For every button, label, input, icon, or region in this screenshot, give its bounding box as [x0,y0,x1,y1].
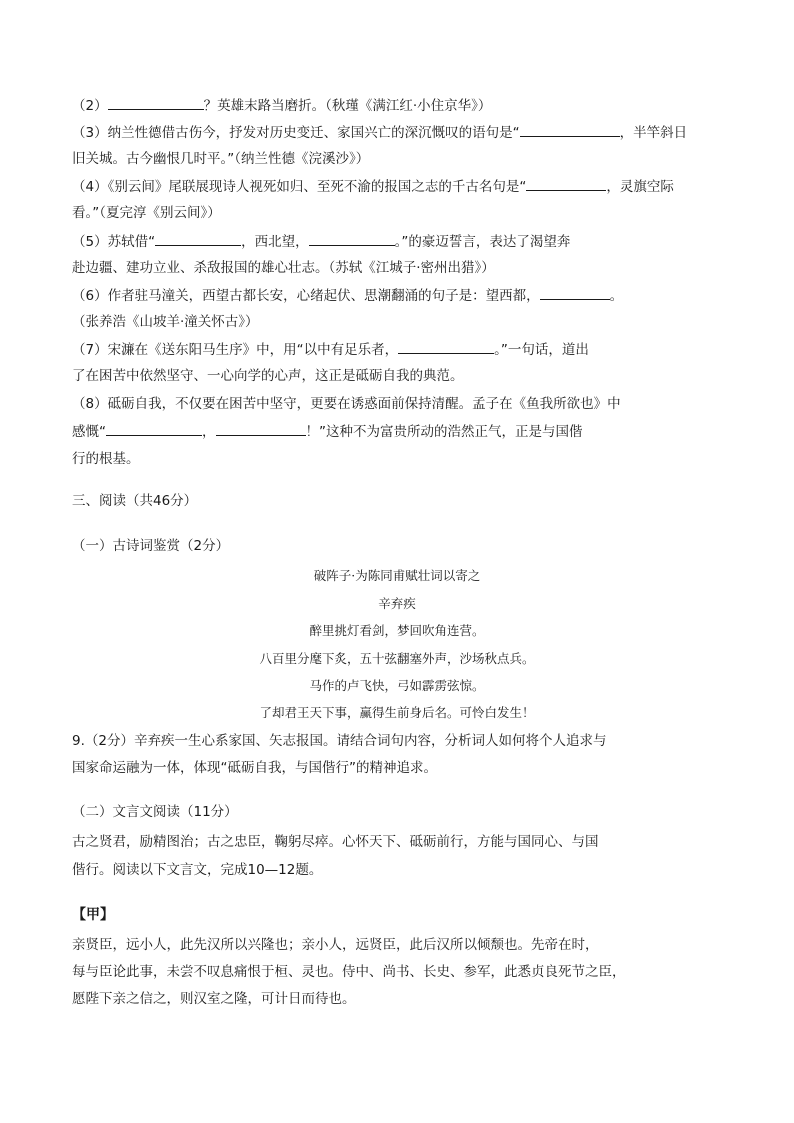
answer-blank[interactable] [155,231,241,246]
question-8-line-3: 行的根基。 [72,451,140,467]
question-6-line-1: （6）作者驻马潼关，西望古都长安，心绪起伏、思潮翻涌的句子是：望西都， 。 [72,285,623,306]
passage-jia-label: 【甲】 [72,907,114,923]
poem-author: 辛弃疾 [378,596,416,611]
answer-blank[interactable] [540,285,610,300]
question-3-line-2: 旧关城。古今幽恨几时平。”（纳兰性德《浣溪沙》） [72,151,370,167]
poem-line: 了却君王天下事，赢得生前身后名。可怜白发生！ [259,705,535,720]
poem-line: 马作的卢飞快，弓如霹雳弦惊。 [309,678,485,693]
answer-blank[interactable] [526,176,606,191]
question-3-line-1: （3）纳兰性德借古伤今，抒发对历史变迁、家国兴亡的深沉慨叹的语句是“ ，半竿斜日 [72,122,687,143]
passage-jia-line-2: 每与臣论此事，未尝不叹息痛恨于桓、灵也。侍中、尚书、长史、参军，此悉贞良死节之臣， [72,964,626,980]
question-2-text: ？英雄末路当磨折。（秋瑾《满江红·小住京华》） [203,98,492,114]
question-8-line-2: 感慨“ ， ！”这种不为富贵所动的浩然正气，正是与国偕 [72,421,583,442]
question-5-line-2: 赴边疆、建功立业、杀敌报国的雄心壮志。（苏轼《江城子·密州出猎》） [72,260,495,276]
question-9-line-1: 9.（2分）辛弃疾一生心系家国、矢志报国。请结合词句内容，分析词人如何将个人追求与 [72,733,607,749]
answer-blank[interactable] [398,339,494,354]
question-7-line-2: 了在困苦中依然坚守、一心向学的心声，这正是砥砺自我的典范。 [72,368,464,384]
poetry-part-heading: （一）古诗词鉴赏（2分） [72,538,230,554]
classical-intro-line-2: 偕行。阅读以下文言文，完成10—12题。 [72,862,323,878]
classical-part-heading: （二）文言文阅读（11分） [72,804,238,820]
question-5-line-1: （5）苏轼借“ ，西北望， 。”的豪迈誓言，表达了渴望奔 [72,231,570,252]
answer-blank[interactable] [106,421,202,436]
poem-line: 八百里分麾下炙，五十弦翻塞外声，沙场秋点兵。 [259,651,535,666]
question-9-line-2: 国家命运融为一体，体现“砥砺自我，与国偕行”的精神追求。 [72,760,437,776]
answer-blank[interactable] [520,122,620,137]
answer-blank[interactable] [309,231,395,246]
passage-jia-line-3: 愿陛下亲之信之，则汉室之隆，可计日而待也。 [72,991,356,1007]
section-3-heading: 三、阅读（共46分） [72,493,198,509]
question-4-line-2: 看。”（夏完淳《别云间》） [72,205,221,221]
passage-jia-line-1: 亲贤臣，远小人，此先汉所以兴隆也；亲小人，远贤臣，此后汉所以倾颓也。先帝在时， [72,937,599,953]
question-7-line-1: （7）宋濂在《送东阳马生序》中，用“以中有足乐者， 。”一句话，道出 [72,339,589,360]
question-4-line-1: （4）《别云间》尾联展现诗人视死如归、至死不渝的报国之志的千古名句是“ ，灵旗空际 [72,176,674,197]
classical-intro-line-1: 古之贤君，励精图治；古之忠臣，鞠躬尽瘁。心怀天下、砥砺前行，方能与国同心、与国 [72,834,599,850]
answer-blank[interactable] [108,95,204,110]
question-6-line-2: （张养浩《山坡羊·潼关怀古》） [72,314,259,330]
poem-title: 破阵子·为陈同甫赋壮词以寄之 [313,568,481,583]
poem-line: 醉里挑灯看剑，梦回吹角连营。 [309,623,485,638]
question-2-number: （2） [72,98,108,114]
question-8-line-1: （8）砥砺自我，不仅要在困苦中坚守，更要在诱惑面前保持清醒。孟子在《鱼我所欲也》中 [72,396,621,412]
question-2 [72,95,491,116]
answer-blank[interactable] [216,421,306,436]
